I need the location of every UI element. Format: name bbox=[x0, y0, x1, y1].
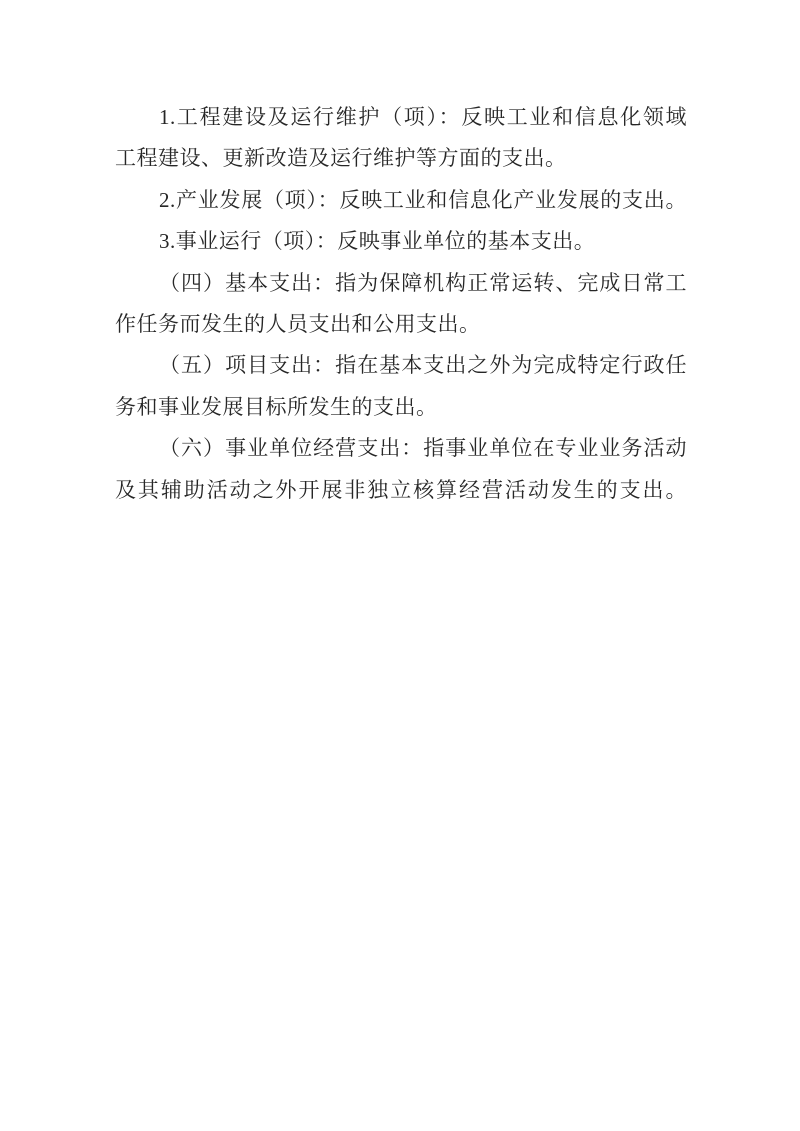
text-line: （五）项目支出：指在基本支出之外为完成特定行政任 bbox=[159, 353, 687, 378]
text-line: 务和事业发展目标所发生的支出。 bbox=[115, 394, 438, 419]
paragraph bbox=[115, 263, 687, 346]
paragraph bbox=[115, 345, 687, 428]
text-line: 2.产业发展（项）：反映工业和信息化产业发展的支出。 bbox=[159, 187, 687, 212]
paragraph bbox=[115, 428, 687, 511]
text-line: 工程建设、更新改造及运行维护等方面的支出。 bbox=[115, 146, 567, 171]
paragraph bbox=[115, 180, 687, 221]
document-text-body bbox=[115, 97, 687, 511]
text-line: 及其辅助活动之外开展非独立核算经营活动发生的支出。 bbox=[115, 477, 687, 502]
paragraph bbox=[115, 97, 687, 180]
text-line: 1.工程建设及运行维护（项）：反映工业和信息化领域 bbox=[159, 105, 687, 129]
text-line: 作任务而发生的人员支出和公用支出。 bbox=[115, 312, 481, 337]
paragraph bbox=[115, 221, 687, 262]
text-line: 3.事业运行（项）：反映事业单位的基本支出。 bbox=[159, 229, 596, 254]
text-line: （四）基本支出：指为保障机构正常运转、完成日常工 bbox=[159, 270, 687, 295]
text-line: （六）事业单位经营支出：指事业单位在专业业务活动 bbox=[159, 436, 687, 461]
